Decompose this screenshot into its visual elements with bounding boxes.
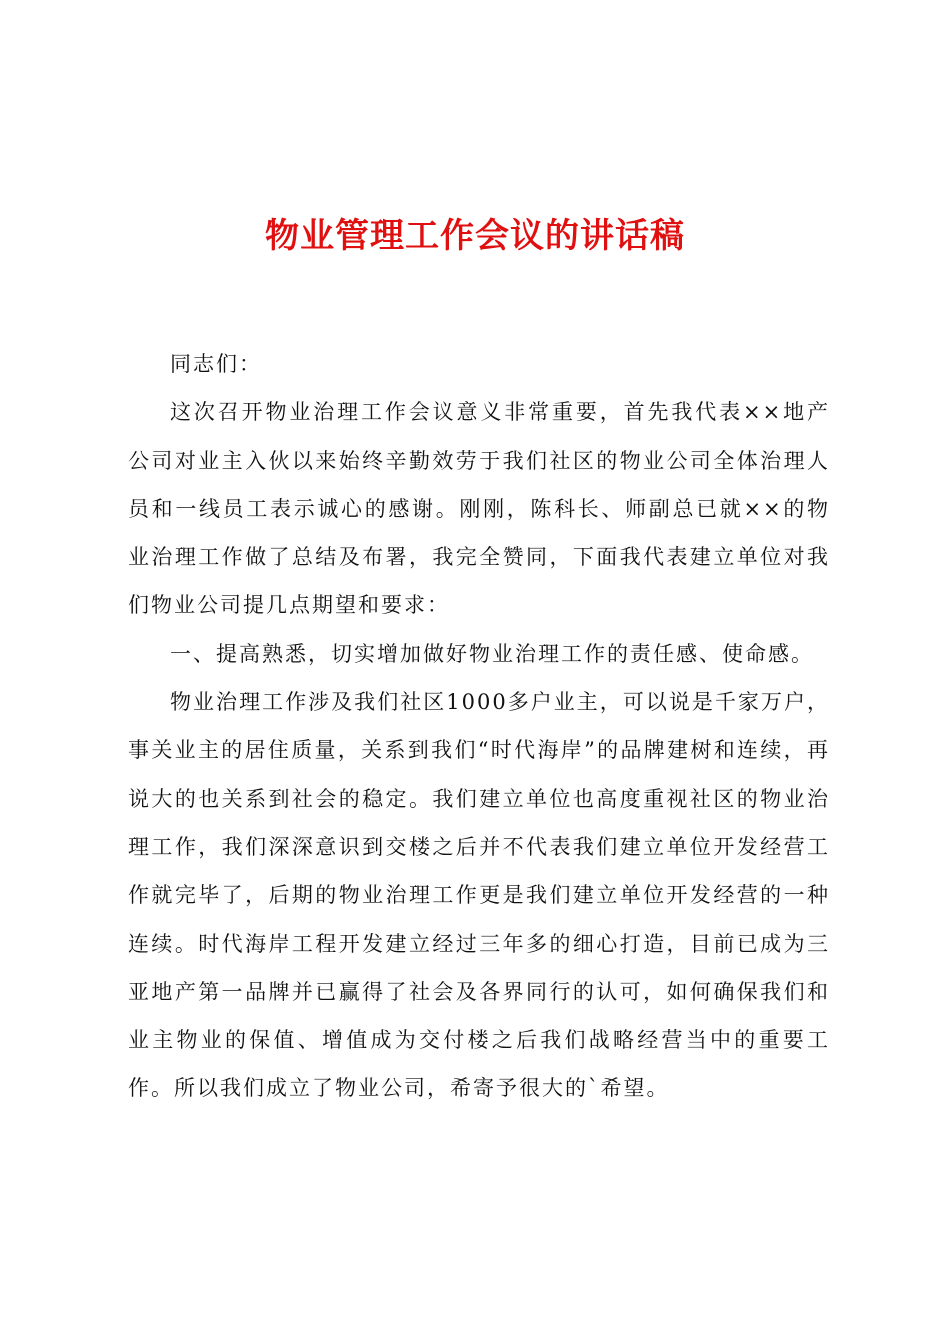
document-title: 物业管理工作会议的讲话稿 xyxy=(265,216,685,256)
document-body xyxy=(128,340,830,1113)
salutation-paragraph: 同志们： xyxy=(170,352,262,376)
body-paragraph: 这次召开物业治理工作会议意义非常重要，首先我代表××地产公司对业主入伙以来始终辛勤效劳于我们社区的物业公司全体治理人员和一线员工表示诚心的感谢。刚刚，陈科长、师副总已就××的物业治理工作做了总结及布署，我完全赞同，下面我代表建立单位对我们物业公司提几点期望和要求： xyxy=(128,400,830,618)
section-heading-paragraph: 一、提高熟悉，切实增加做好物业治理工作的责任感、使命感。 xyxy=(170,641,814,666)
body-paragraph: 物业治理工作涉及我们社区1000多户业主，可以说是千家万户，事关业主的居住质量，关系到我们“时代海岸”的品牌建树和连续，再说大的也关系到社会的稳定。我们建立单位也高度重视社区的物业治理工作，我们深深意识到交楼之后并不代表我们建立单位开发经营工作就完毕了，后期的物业治理工作更是我们建立单位开发经营的一种连续。时代海岸工程开发建立经过三年多的细心打造，目前已成为三亚地产第一品牌并已赢得了社会及各界同行的认可，如何确保我们和业主物业的保值、增值成为交付楼之后我们战略经营当中的重要工作。所以我们成立了物业公司，希寄予很大的`希望。 xyxy=(128,690,830,1101)
